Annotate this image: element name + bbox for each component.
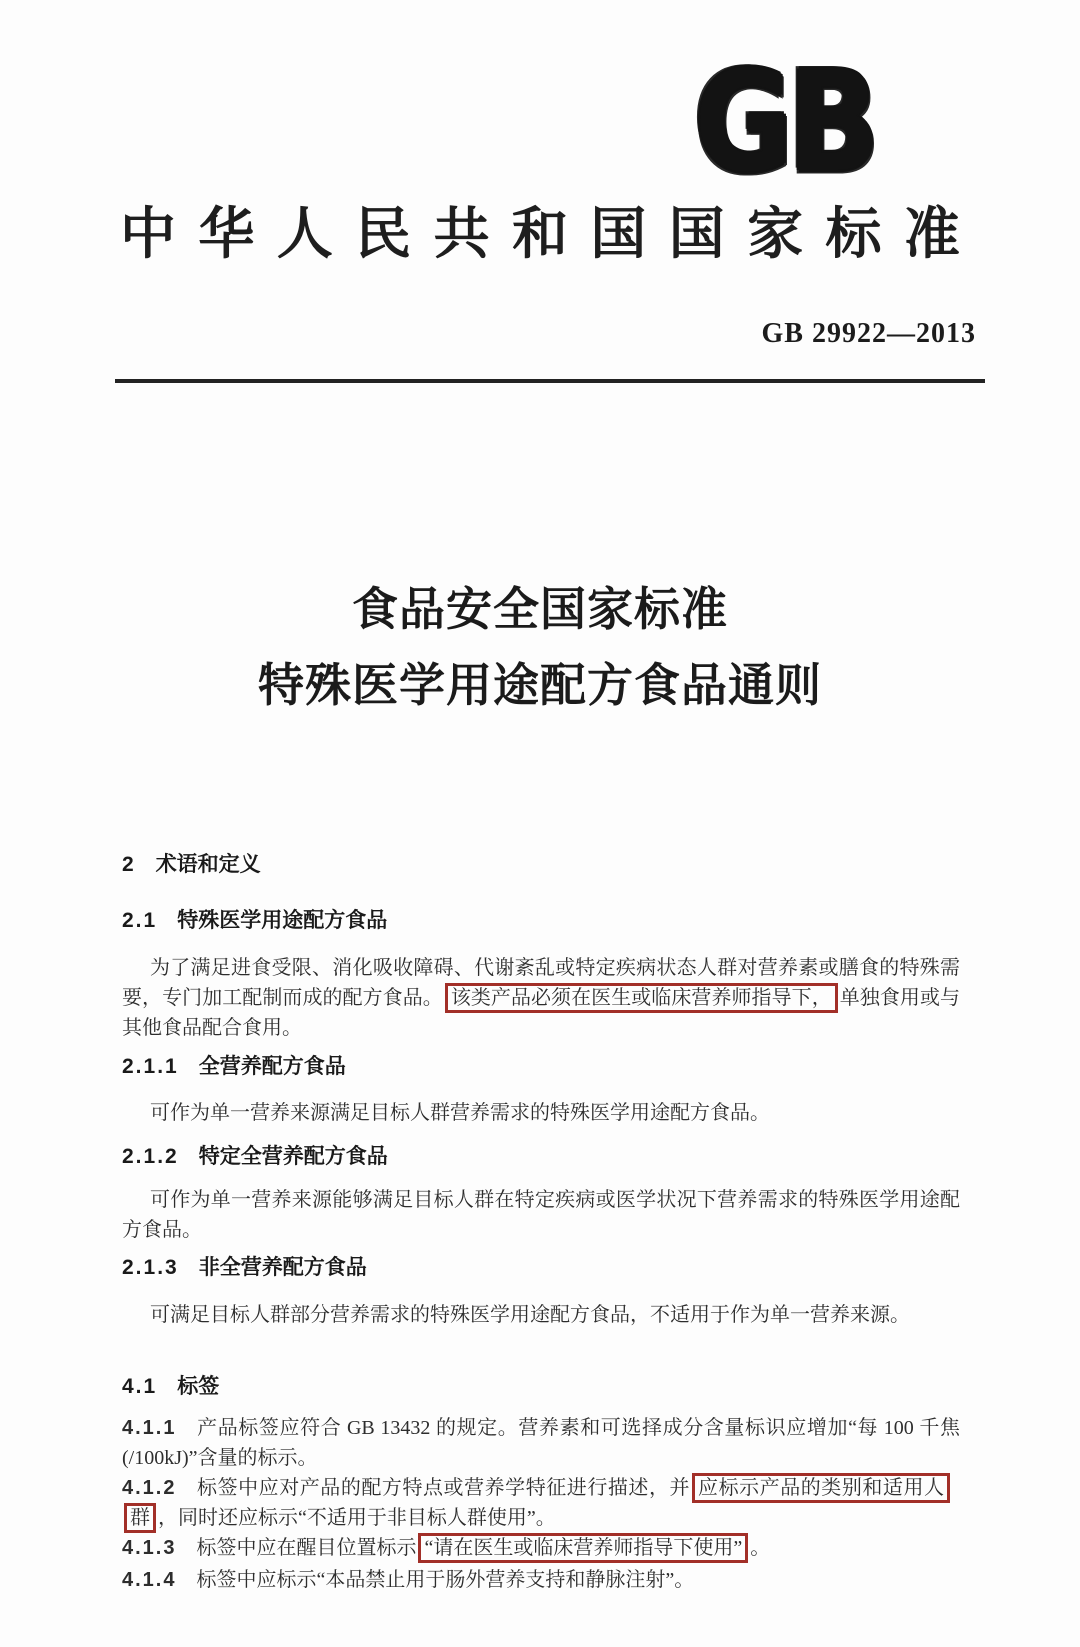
title-char: 中 — [120, 204, 176, 266]
clause-number: 4.1 — [122, 1375, 158, 1398]
paragraph-text: 为了满足进食受限、消化吸收障碍、代谢紊乱或特定疾病状态人群对营养素或膳食的特殊需要，专门加工配制而成的配方食品。 — [122, 957, 960, 1009]
title-char: 和 — [511, 204, 568, 266]
clause-number: 2.1 — [122, 909, 158, 932]
clause-row-4-1-2 — [122, 1473, 960, 1533]
title-char: 民 — [355, 204, 412, 266]
clause-number: 2.1.3 — [122, 1256, 179, 1279]
clause-number: 4.1.4 — [122, 1569, 177, 1591]
gb-logo-text: GB — [694, 40, 875, 204]
doc-title-line1: 食品安全国家标准 — [352, 584, 728, 635]
clause-number: 4.1.3 — [122, 1537, 177, 1559]
standard-number: GB 29922—2013 — [761, 318, 976, 349]
highlight-box: 应标示产品的类别和适用人群 — [124, 1473, 950, 1533]
title-char: 人 — [276, 204, 333, 266]
title-char: 华 — [198, 204, 255, 266]
clause-row-4-1-3 — [122, 1533, 960, 1563]
clause-title: 全营养配方食品 — [198, 1055, 346, 1078]
clause-paragraph-2-1 — [122, 953, 960, 1043]
clause-number: 2.1.2 — [122, 1145, 179, 1168]
clause-heading-4-1 — [122, 1372, 960, 1402]
clause-heading-2-1-2 — [122, 1142, 960, 1172]
clause-heading-2 — [122, 850, 960, 880]
document-body — [122, 850, 960, 1595]
title-char: 家 — [747, 204, 804, 266]
clause-heading-2-1-1 — [122, 1052, 960, 1082]
clause-title: 标签 — [177, 1375, 220, 1398]
doc-title-line2: 特殊医学用途配方食品通则 — [258, 660, 822, 711]
clause-paragraph-2-1-3: 可满足目标人群部分营养需求的特殊医学用途配方食品，不适用于作为单一营养来源。 — [150, 1304, 910, 1326]
gb-logo — [694, 40, 894, 204]
clause-number: 2 — [122, 853, 136, 876]
paragraph-text: 。 — [750, 1537, 771, 1559]
title-char: 准 — [903, 204, 960, 266]
title-char: 共 — [433, 204, 490, 266]
clause-heading-2-1 — [122, 906, 960, 936]
paragraph-text: 标签中应标示“本品禁止用于肠外营养支持和静脉注射”。 — [196, 1569, 695, 1591]
highlight-box: “请在医生或临床营养师指导下使用” — [418, 1533, 748, 1563]
clause-row-4-1-4 — [122, 1565, 960, 1595]
clause-number: 2.1.1 — [122, 1055, 179, 1078]
paragraph-text: 单独食用或与其他食品配合食用。 — [122, 987, 961, 1039]
header-rule — [115, 379, 985, 383]
clause-title: 特殊医学用途配方食品 — [177, 909, 388, 932]
clause-paragraph-2-1-2: 可作为单一营养来源能够满足目标人群在特定疾病或医学状况下营养需求的特殊医学用途配方食品。 — [122, 1189, 960, 1241]
clause-number: 4.1.2 — [122, 1477, 177, 1499]
clause-row-4-1-1 — [122, 1413, 960, 1473]
title-char: 国 — [668, 204, 725, 266]
paragraph-text: 产品标签应符合 GB 13432 的规定。营养素和可选择成分含量标识应增加“每 100 千焦(/100kJ)”含量的标示。 — [122, 1417, 960, 1469]
national-standard-title — [120, 202, 960, 269]
clause-number: 4.1.1 — [122, 1417, 177, 1439]
paragraph-text: ，同时还应标示“不适用于非目标人群使用”。 — [158, 1507, 556, 1529]
clause-title: 特定全营养配方食品 — [198, 1145, 388, 1168]
highlight-box: 该类产品必须在医生或临床营养师指导下， — [445, 983, 838, 1013]
title-char: 国 — [590, 204, 647, 266]
paragraph-text: 标签中应对产品的配方特点或营养学特征进行描述，并 — [196, 1477, 691, 1499]
clause-title: 非全营养配方食品 — [198, 1256, 367, 1279]
clause-heading-2-1-3 — [122, 1253, 960, 1283]
paragraph-text: 标签中应在醒目位置标示 — [196, 1537, 417, 1559]
title-char: 标 — [825, 204, 882, 266]
clause-paragraph-2-1-1: 可作为单一营养来源满足目标人群营养需求的特殊医学用途配方食品。 — [150, 1102, 770, 1124]
clause-title: 术语和定义 — [155, 853, 261, 876]
